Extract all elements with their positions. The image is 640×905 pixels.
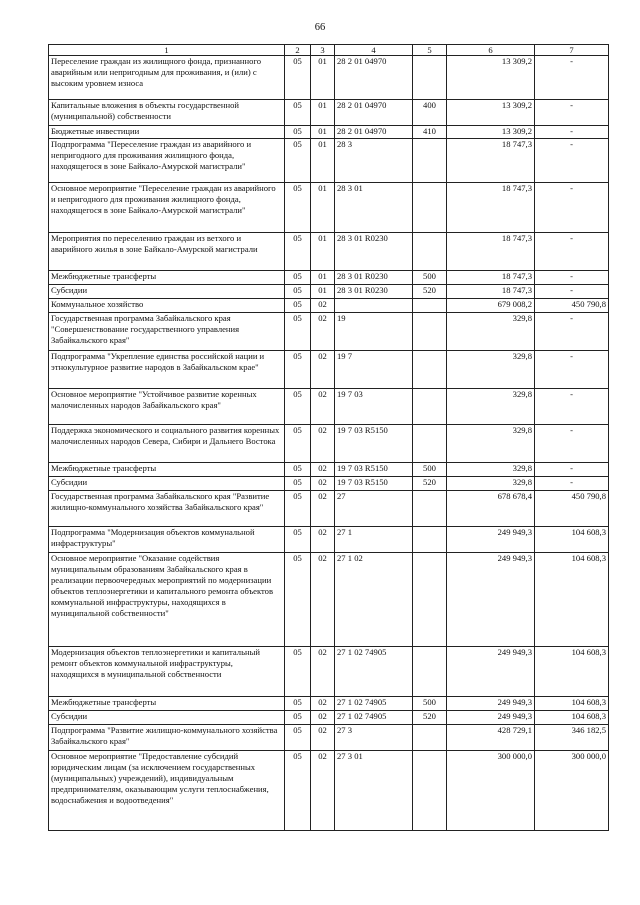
row-expense-type: 410	[413, 126, 447, 139]
row-target-code: 27 1	[335, 527, 413, 553]
row-section: 05	[285, 351, 311, 389]
header-col-2: 2	[285, 45, 311, 56]
row-target-code: 27 1 02	[335, 553, 413, 647]
row-amount-2: -	[535, 463, 609, 477]
row-expense-type	[413, 56, 447, 100]
row-expense-type: 500	[413, 463, 447, 477]
row-name: Субсидии	[49, 285, 285, 299]
table-row	[49, 126, 609, 139]
row-expense-type	[413, 425, 447, 463]
row-amount-1: 678 678,4	[447, 491, 535, 527]
row-target-code: 28 3 01 R0230	[335, 285, 413, 299]
row-name: Коммунальное хозяйство	[49, 299, 285, 313]
row-target-code: 27 3 01	[335, 751, 413, 831]
row-section: 05	[285, 725, 311, 751]
row-subsection: 02	[311, 477, 335, 491]
row-amount-1: 18 747,3	[447, 285, 535, 299]
row-section: 05	[285, 425, 311, 463]
row-expense-type	[413, 527, 447, 553]
row-subsection: 02	[311, 527, 335, 553]
row-target-code: 19 7 03 R5150	[335, 477, 413, 491]
row-amount-2: -	[535, 313, 609, 351]
row-name: Поддержка экономического и социального развития коренных малочисленных народов Севера, Сибири и Дальнего Востока	[49, 425, 285, 463]
row-expense-type	[413, 725, 447, 751]
row-name: Переселение граждан из жилищного фонда, признанного аварийным или непригодным для проживания, и (или) с высоким уровнем износа	[49, 56, 285, 100]
row-amount-2: -	[535, 425, 609, 463]
row-subsection: 01	[311, 100, 335, 126]
row-amount-1: 329,8	[447, 425, 535, 463]
table-row	[49, 233, 609, 271]
row-name: Межбюджетные трансферты	[49, 697, 285, 711]
row-section: 05	[285, 389, 311, 425]
row-amount-1: 13 309,2	[447, 56, 535, 100]
row-section: 05	[285, 647, 311, 697]
row-name: Субсидии	[49, 477, 285, 491]
table-row	[49, 553, 609, 647]
table-row	[49, 751, 609, 831]
row-expense-type	[413, 299, 447, 313]
row-amount-2: -	[535, 139, 609, 183]
row-amount-2: -	[535, 389, 609, 425]
row-expense-type	[413, 647, 447, 697]
row-expense-type: 520	[413, 711, 447, 725]
row-subsection: 02	[311, 463, 335, 477]
row-amount-2: 104 608,3	[535, 527, 609, 553]
row-amount-1: 13 309,2	[447, 100, 535, 126]
row-target-code: 27 1 02 74905	[335, 647, 413, 697]
table-row	[49, 56, 609, 100]
row-subsection: 02	[311, 351, 335, 389]
row-subsection: 02	[311, 299, 335, 313]
row-target-code	[335, 299, 413, 313]
header-col-1: 1	[49, 45, 285, 56]
header-col-5: 5	[413, 45, 447, 56]
row-target-code: 28 2 01 04970	[335, 126, 413, 139]
row-name: Межбюджетные трансферты	[49, 463, 285, 477]
row-target-code: 27 3	[335, 725, 413, 751]
row-amount-2: -	[535, 477, 609, 491]
row-expense-type: 500	[413, 697, 447, 711]
table-body	[49, 56, 609, 831]
row-subsection: 01	[311, 56, 335, 100]
table-row	[49, 285, 609, 299]
row-subsection: 02	[311, 425, 335, 463]
row-target-code: 19	[335, 313, 413, 351]
row-subsection: 01	[311, 183, 335, 233]
row-expense-type	[413, 139, 447, 183]
row-amount-1: 329,8	[447, 389, 535, 425]
row-amount-2: -	[535, 56, 609, 100]
row-target-code: 28 3	[335, 139, 413, 183]
row-name: Основное мероприятие "Оказание содействия муниципальным образованиям Забайкальского края в реализации первоочередных мероприятий по модернизации объектов теплоэнергетики и капитального ремонта объектов коммунальной инфраструктуры, находящихся в муниципальной собственности"	[49, 553, 285, 647]
row-amount-2: -	[535, 100, 609, 126]
row-name: Основное мероприятие "Устойчивое развитие коренных малочисленных народов Забайкальского края"	[49, 389, 285, 425]
budget-table	[48, 44, 609, 831]
row-section: 05	[285, 553, 311, 647]
row-name: Межбюджетные трансферты	[49, 271, 285, 285]
table-row	[49, 527, 609, 553]
row-amount-1: 249 949,3	[447, 697, 535, 711]
row-name: Модернизация объектов теплоэнергетики и капитальный ремонт объектов коммунальной инфраструктуры, находящихся в муниципальной собственности	[49, 647, 285, 697]
table-row	[49, 299, 609, 313]
row-expense-type	[413, 553, 447, 647]
row-target-code: 28 3 01 R0230	[335, 233, 413, 271]
row-target-code: 28 2 01 04970	[335, 100, 413, 126]
row-name: Государственная программа Забайкальского края "Совершенствование государственного управления Забайкальского края"	[49, 313, 285, 351]
row-amount-2: -	[535, 233, 609, 271]
table-row	[49, 313, 609, 351]
row-expense-type	[413, 183, 447, 233]
row-amount-1: 300 000,0	[447, 751, 535, 831]
table-row	[49, 725, 609, 751]
row-amount-2: -	[535, 351, 609, 389]
row-expense-type	[413, 389, 447, 425]
row-section: 05	[285, 527, 311, 553]
row-amount-1: 329,8	[447, 477, 535, 491]
table-row	[49, 351, 609, 389]
row-expense-type: 520	[413, 477, 447, 491]
table-row	[49, 697, 609, 711]
row-subsection: 02	[311, 491, 335, 527]
table-row	[49, 100, 609, 126]
row-expense-type: 520	[413, 285, 447, 299]
row-subsection: 01	[311, 139, 335, 183]
table-row	[49, 389, 609, 425]
table-row	[49, 491, 609, 527]
row-amount-2: 450 790,8	[535, 491, 609, 527]
row-amount-1: 329,8	[447, 313, 535, 351]
row-name: Субсидии	[49, 711, 285, 725]
row-section: 05	[285, 285, 311, 299]
row-amount-2: 450 790,8	[535, 299, 609, 313]
row-expense-type	[413, 313, 447, 351]
row-amount-1: 329,8	[447, 463, 535, 477]
row-target-code: 19 7 03 R5150	[335, 463, 413, 477]
row-amount-2: 104 608,3	[535, 647, 609, 697]
row-amount-1: 249 949,3	[447, 711, 535, 725]
page-number: 66	[314, 22, 326, 33]
table-row	[49, 711, 609, 725]
row-subsection: 01	[311, 271, 335, 285]
row-name: Подпрограмма "Развитие жилищно-коммунального хозяйства Забайкальского края"	[49, 725, 285, 751]
row-amount-1: 249 949,3	[447, 527, 535, 553]
row-amount-2: -	[535, 271, 609, 285]
row-subsection: 02	[311, 711, 335, 725]
row-expense-type	[413, 233, 447, 271]
row-subsection: 02	[311, 697, 335, 711]
row-amount-1: 329,8	[447, 351, 535, 389]
row-section: 05	[285, 126, 311, 139]
row-expense-type	[413, 351, 447, 389]
row-section: 05	[285, 233, 311, 271]
row-name: Подпрограмма "Модернизация объектов коммунальной инфраструктуры"	[49, 527, 285, 553]
header-col-4: 4	[335, 45, 413, 56]
header-col-7: 7	[535, 45, 609, 56]
row-expense-type: 400	[413, 100, 447, 126]
row-name: Основное мероприятие "Предоставление субсидий юридическим лицам (за исключением государственных (муниципальных) учреждений), индивидуальным предпринимателям, оказывающим услуги теплоснабжения, водоснабжения и водоотведения"	[49, 751, 285, 831]
row-subsection: 02	[311, 647, 335, 697]
row-amount-1: 249 949,3	[447, 553, 535, 647]
row-name: Подпрограмма "Укрепление единства российской нации и этнокультурное развитие народов в Забайкальском крае"	[49, 351, 285, 389]
row-name: Основное мероприятие "Переселение граждан из аварийного и непригодного для проживания жилищного фонда, находящегося в зоне Байкало-Амурской магистрали"	[49, 183, 285, 233]
row-amount-2: 104 608,3	[535, 553, 609, 647]
row-expense-type	[413, 491, 447, 527]
row-name: Подпрограмма "Переселение граждан из аварийного и непригодного для проживания жилищного фонда, находящегося в зоне Байкало-Амурской магистрали"	[49, 139, 285, 183]
header-col-6: 6	[447, 45, 535, 56]
row-name: Капитальные вложения в объекты государственной (муниципальной) собственности	[49, 100, 285, 126]
row-amount-2: 346 182,5	[535, 725, 609, 751]
row-section: 05	[285, 751, 311, 831]
row-subsection: 02	[311, 751, 335, 831]
row-section: 05	[285, 697, 311, 711]
row-section: 05	[285, 299, 311, 313]
row-amount-1: 18 747,3	[447, 271, 535, 285]
row-expense-type: 500	[413, 271, 447, 285]
row-name: Мероприятия по переселению граждан из ветхого и аварийного жилья в зоне Байкало-Амурской магистрали	[49, 233, 285, 271]
row-target-code: 19 7 03	[335, 389, 413, 425]
row-amount-2: 104 608,3	[535, 711, 609, 725]
table-row	[49, 183, 609, 233]
row-section: 05	[285, 271, 311, 285]
row-target-code: 27	[335, 491, 413, 527]
row-section: 05	[285, 56, 311, 100]
row-amount-2: -	[535, 285, 609, 299]
table-row	[49, 463, 609, 477]
row-amount-1: 428 729,1	[447, 725, 535, 751]
row-subsection: 01	[311, 285, 335, 299]
row-section: 05	[285, 711, 311, 725]
table-row	[49, 647, 609, 697]
row-target-code: 28 3 01	[335, 183, 413, 233]
row-amount-2: 104 608,3	[535, 697, 609, 711]
row-section: 05	[285, 313, 311, 351]
row-amount-1: 13 309,2	[447, 126, 535, 139]
row-expense-type	[413, 751, 447, 831]
table-row	[49, 477, 609, 491]
row-target-code: 19 7	[335, 351, 413, 389]
row-target-code: 28 3 01 R0230	[335, 271, 413, 285]
row-section: 05	[285, 477, 311, 491]
table-row	[49, 139, 609, 183]
row-target-code: 19 7 03 R5150	[335, 425, 413, 463]
table-row	[49, 425, 609, 463]
row-amount-1: 679 008,2	[447, 299, 535, 313]
header-row	[49, 45, 609, 56]
row-subsection: 01	[311, 233, 335, 271]
row-amount-1: 18 747,3	[447, 183, 535, 233]
row-target-code: 27 1 02 74905	[335, 697, 413, 711]
row-amount-2: -	[535, 183, 609, 233]
row-subsection: 02	[311, 389, 335, 425]
row-section: 05	[285, 463, 311, 477]
row-section: 05	[285, 100, 311, 126]
row-amount-2: 300 000,0	[535, 751, 609, 831]
row-amount-1: 249 949,3	[447, 647, 535, 697]
row-subsection: 02	[311, 553, 335, 647]
row-amount-2: -	[535, 126, 609, 139]
row-name: Бюджетные инвестиции	[49, 126, 285, 139]
row-name: Государственная программа Забайкальского края "Развитие жилищно-коммунального хозяйства Забайкальского края"	[49, 491, 285, 527]
row-subsection: 01	[311, 126, 335, 139]
row-subsection: 02	[311, 313, 335, 351]
row-section: 05	[285, 139, 311, 183]
row-section: 05	[285, 183, 311, 233]
header-col-3: 3	[311, 45, 335, 56]
row-section: 05	[285, 491, 311, 527]
row-amount-1: 18 747,3	[447, 139, 535, 183]
row-subsection: 02	[311, 725, 335, 751]
row-target-code: 27 1 02 74905	[335, 711, 413, 725]
table-row	[49, 271, 609, 285]
row-target-code: 28 2 01 04970	[335, 56, 413, 100]
row-amount-1: 18 747,3	[447, 233, 535, 271]
